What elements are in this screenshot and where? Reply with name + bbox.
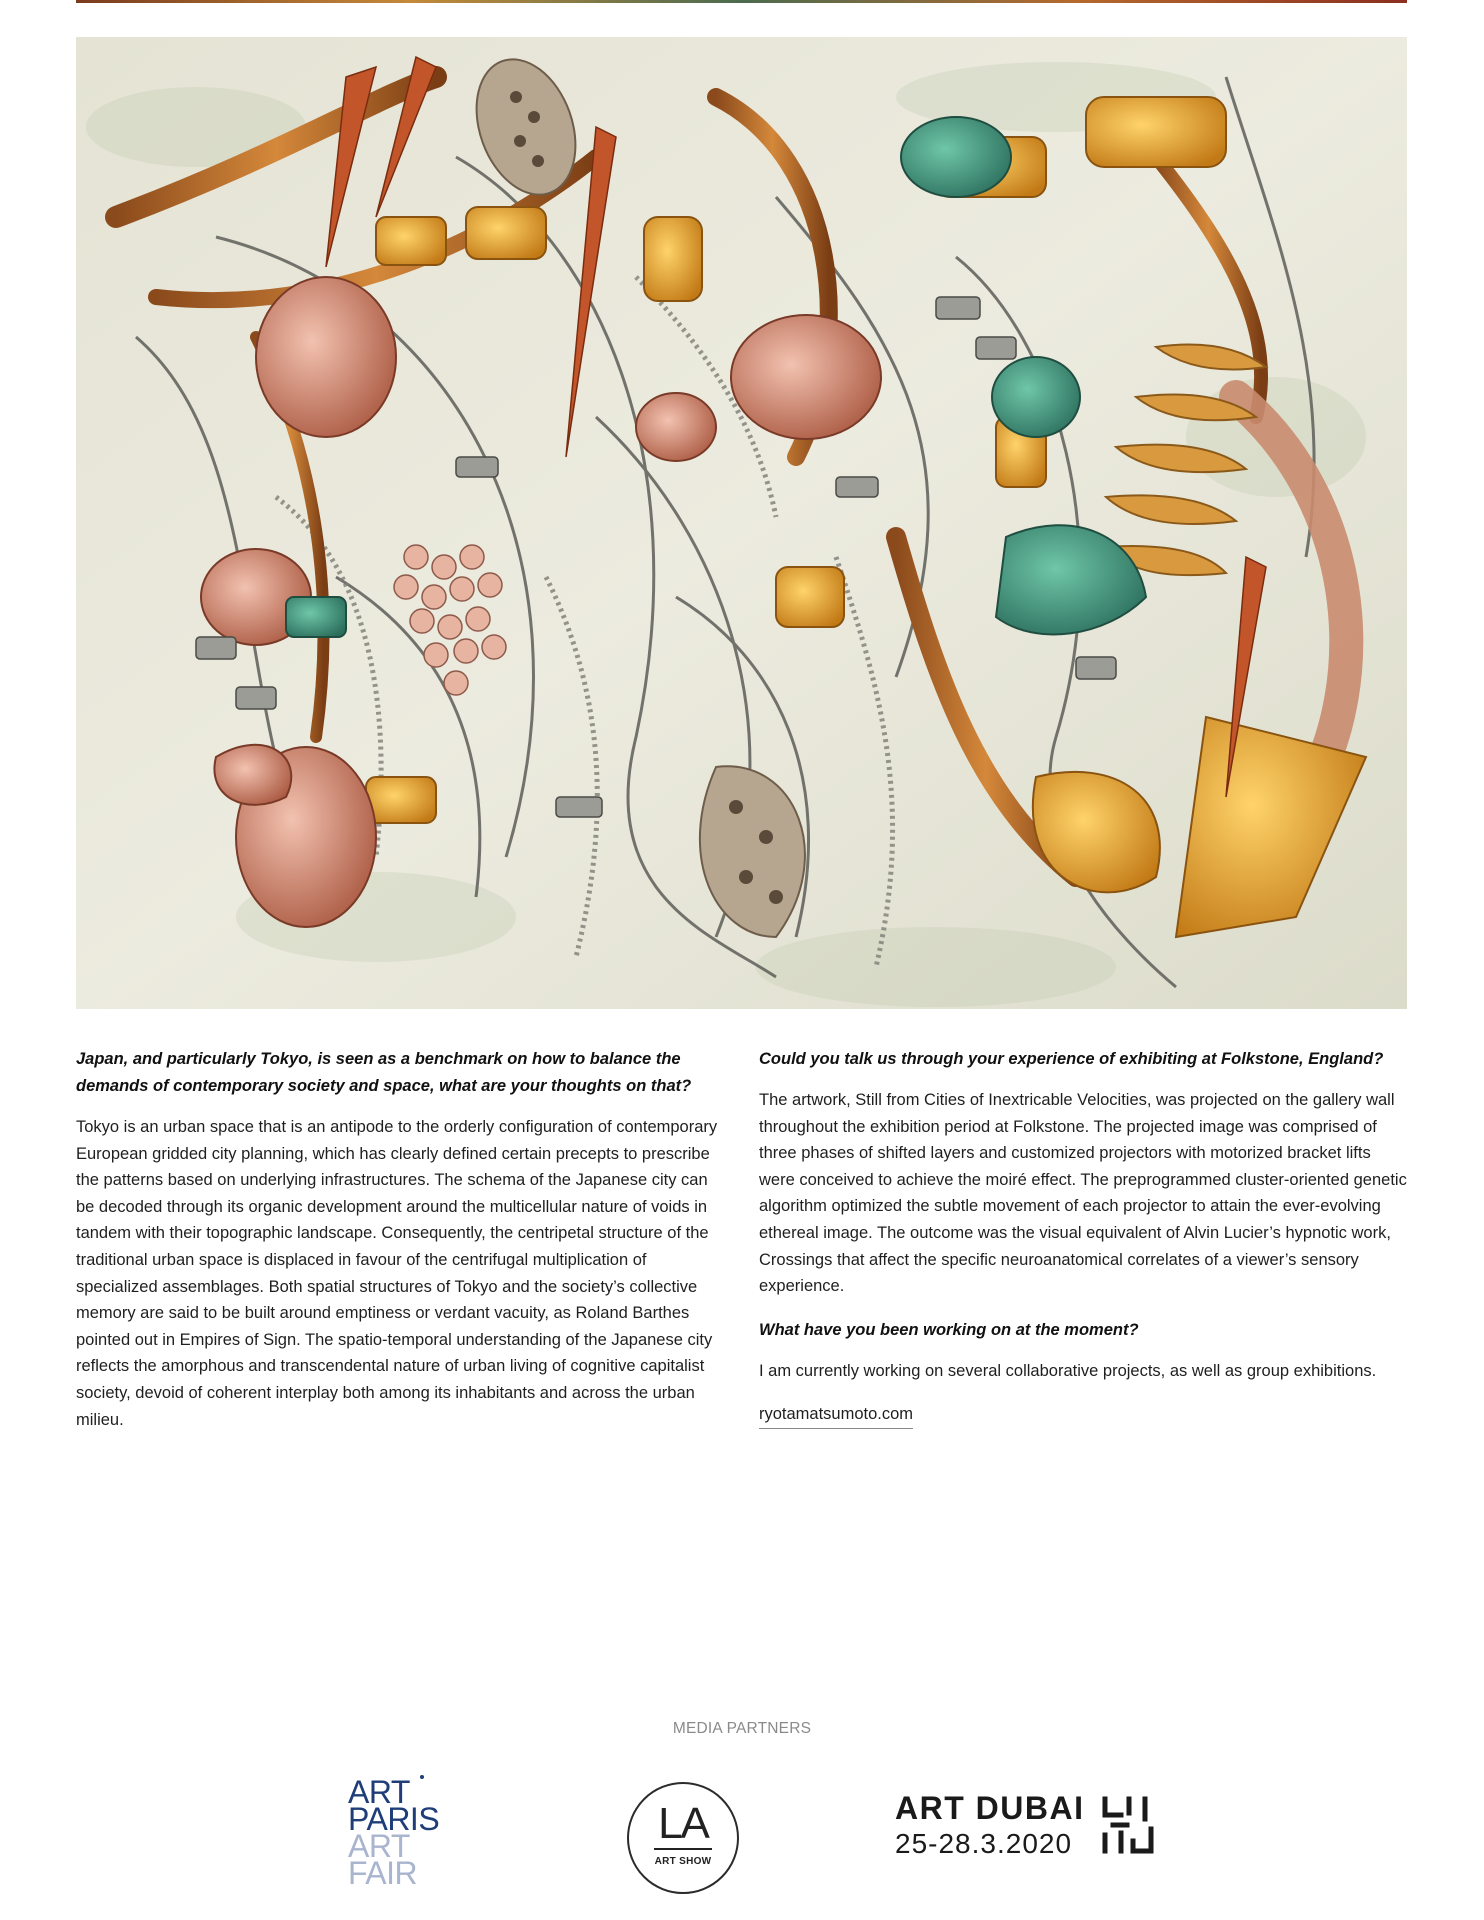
art-dubai-mark-icon (1099, 1795, 1159, 1855)
question-tokyo: Japan, and particularly Tokyo, is seen as a benchmark on how to balance the demands of contemporary society and space, what are your thoughts on that? (76, 1050, 692, 1095)
art-paris-line2: PARIS (348, 1801, 440, 1837)
la-art-show-sub: ART SHOW (654, 1856, 712, 1867)
art-dubai-title: ART DUBAI (895, 1790, 1085, 1826)
la-art-show-rule (654, 1848, 712, 1850)
previous-image-edge (76, 0, 1407, 3)
right-column (759, 1046, 1407, 1429)
art-paris-line3: ART (348, 1828, 410, 1864)
question-current-work: What have you been working on at the moment? (759, 1320, 1139, 1339)
artwork-image (76, 37, 1407, 1009)
la-art-show-main: LA (658, 1799, 708, 1848)
answer-folkstone: The artwork, Still from Cities of Inextricable Velocities, was projected on the gallery wall throughout the exhibition period at Folkstone. The projected image was comprised of three phases of shifted layers and customized projectors with motorized bracket lifts were conceived to achieve the moiré effect. The preprogrammed cluster-oriented genetic algorithm optimized the subtle movement of each projector to attain the ever-evolving ethereal image. The outcome was the visual equivalent of Alvin Lucier’s hypnotic work, Crossings that affect the specific neuroanatomical correlates of a viewer’s sensory experience. (759, 1091, 1407, 1296)
la-art-show-logo[interactable] (627, 1782, 739, 1894)
artwork-illustration (76, 37, 1407, 1009)
art-paris-line1: ART (348, 1774, 410, 1810)
media-partners-heading: MEDIA PARTNERS (672, 1720, 812, 1737)
art-paris-line4: FAIR (348, 1855, 418, 1891)
art-paris-dot (420, 1775, 424, 1779)
question-folkstone: Could you talk us through your experience of exhibiting at Folkstone, England? (759, 1050, 1384, 1068)
art-dubai-dates: 25-28.3.2020 (895, 1828, 1073, 1859)
answer-tokyo: Tokyo is an urban space that is an antipode to the orderly configuration of contemporary European gridded city planning, which has clearly defined certain precepts to prescribe the patterns based on underlying infrastructures. The schema of the Japanese city can be decoded through its organic development around the multicellular nature of voids in tandem with their topographic landscape. Consequently, the centripetal structure of the traditional urban space is displaced in favour of the centrifugal multiplication of specialized assemblages. Both spatial structures of Tokyo and the society’s collective memory are said to be built around emptiness or verdant vacuity, as Roland Barthes pointed out in Empires of Sign. The spatio-temporal understanding of the Japanese city reflects the amorphous and transcendental nature of urban living of cognitive capitalist society, devoid of coherent interplay both among its inhabitants and across the urban milieu. (76, 1118, 718, 1429)
art-paris-logo[interactable] (348, 1774, 458, 1897)
left-column (76, 1046, 724, 1450)
answer-current-work: I am currently working on several collaborative projects, as well as group exhibitions. (759, 1361, 1377, 1380)
artist-website-link[interactable]: ryotamatsumoto.com (759, 1401, 913, 1429)
art-dubai-logo[interactable] (895, 1790, 1185, 1870)
